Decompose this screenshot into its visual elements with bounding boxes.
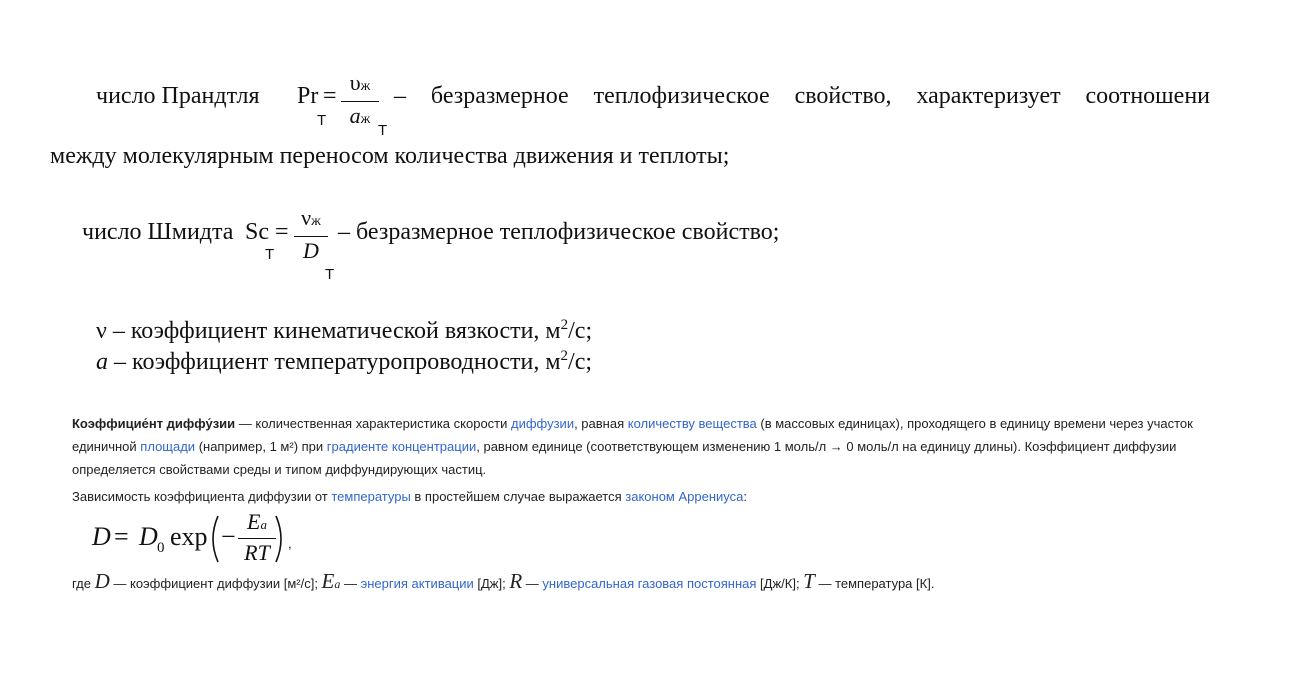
definition-text: – коэффициент кинематической вязкости, м (106, 318, 561, 344)
link-concentration-gradient[interactable]: градиенте концентрации (326, 439, 477, 454)
wiki-paragraph-line1 (72, 412, 1193, 435)
definition-thermal-diffusivity (96, 341, 592, 377)
symbol-R: R (509, 569, 523, 593)
definition-tail: /с; (568, 318, 593, 344)
link-diffusion[interactable]: диффузии (511, 416, 575, 431)
wiki-paragraph-line2 (72, 435, 1176, 458)
arrhenius-formula (92, 510, 312, 566)
symbol-D: D (94, 569, 110, 593)
wiki-text: (в массовых единицах), проходящего в единицу времени через участок (756, 416, 1193, 431)
formula-comma: , (288, 536, 292, 551)
schmidt-description: – безразмерное теплофизическое свойство; (338, 219, 780, 245)
schmidt-equals: = (275, 219, 289, 245)
prandtl-intro: число Прандтля (96, 83, 260, 109)
prandtl-symbol: Pr (297, 83, 319, 109)
formula-exp: exp (170, 522, 208, 551)
prandtl-description: – безразмерное теплофизическое свойство, характеризует соотношени (394, 83, 1210, 109)
prandtl-equals: = (323, 83, 337, 109)
schmidt-intro: число Шмидта (82, 219, 234, 245)
wiki-text: единичной (72, 439, 141, 454)
wiki-text: [Дж]; (473, 576, 510, 591)
symbol-Ea: E (321, 569, 335, 593)
definition-sup: 2 (560, 348, 569, 364)
prandtl-sub-left: T (317, 112, 327, 129)
wiki-arrhenius-intro (72, 485, 747, 508)
schmidt-fraction (294, 205, 328, 264)
schmidt-numerator: νж (301, 205, 321, 230)
formula-d0-sub: 0 (157, 540, 165, 556)
link-arrhenius-law[interactable]: законом Аррениуса (625, 489, 744, 504)
symbol-Ea-sub: a (334, 577, 341, 591)
left-paren-icon (206, 514, 220, 564)
formula-fraction-bar (238, 538, 276, 539)
prandtl-numerator: υж (349, 70, 371, 95)
link-temperature[interactable]: температуры (331, 489, 411, 504)
wiki-text: — количественная характеристика скорости (235, 416, 511, 431)
formula-numerator: Ea (247, 509, 267, 534)
link-area[interactable]: площади (140, 439, 196, 454)
formula-minus: − (221, 522, 236, 551)
wiki-text: , равном единице (соответствующем изменению 1 моль/л → 0 моль/л на единицу длины). Коэффициент диффузии (476, 439, 1177, 454)
definition-text: – коэффициент температуропроводности, м (108, 349, 561, 375)
wiki-text: — (340, 576, 361, 591)
schmidt-symbol: Sc (245, 219, 269, 245)
formula-denominator: RT (244, 540, 270, 565)
wiki-text: Зависимость коэффициента диффузии от (72, 489, 332, 504)
wiki-text: — коэффициент диффузии [м²/с]; (109, 576, 322, 591)
formula-d0: D (139, 522, 158, 551)
wiki-term: Коэффицие́нт диффу́зии (72, 416, 236, 431)
wiki-text: где (72, 576, 95, 591)
schmidt-sub-right: T (325, 266, 335, 283)
wiki-text: : (743, 489, 747, 504)
wiki-text: [Дж/К]; (756, 576, 804, 591)
formula-lhs: D (92, 522, 111, 551)
formula-fraction (238, 510, 276, 566)
link-activation-energy[interactable]: энергия активации (360, 576, 474, 591)
schmidt-fraction-bar (294, 236, 328, 237)
wiki-text: (например, 1 м²) при (195, 439, 327, 454)
definition-symbol: a (96, 349, 108, 375)
symbol-T: T (803, 569, 815, 593)
prandtl-sub-right: T (378, 122, 388, 139)
link-gas-constant[interactable]: универсальная газовая постоянная (542, 576, 757, 591)
prandtl-denominator: aж (349, 103, 371, 128)
right-paren-icon (274, 514, 288, 564)
definition-symbol: ν (96, 318, 107, 344)
wiki-where-line (72, 568, 934, 597)
prandtl-fraction (341, 70, 379, 133)
wiki-text: , равная (574, 416, 628, 431)
schmidt-denominator: D (303, 238, 319, 263)
prandtl-fraction-bar (341, 101, 379, 102)
prandtl-description-line2: между молекулярным переносом количества движения и теплоты; (50, 143, 730, 169)
formula-equals: = (114, 522, 129, 551)
schmidt-sub-left: T (265, 246, 275, 263)
definition-sup: 2 (560, 317, 569, 333)
link-amount-of-substance[interactable]: количеству вещества (627, 416, 757, 431)
wiki-text: в простейшем случае выражается (410, 489, 626, 504)
wiki-paragraph-line3: определяется свойствами среды и типом диффундирующих частиц. (72, 462, 487, 477)
wiki-text: — температура [К]. (814, 576, 935, 591)
definition-tail: /с; (568, 349, 593, 375)
wiki-text: — (522, 576, 543, 591)
